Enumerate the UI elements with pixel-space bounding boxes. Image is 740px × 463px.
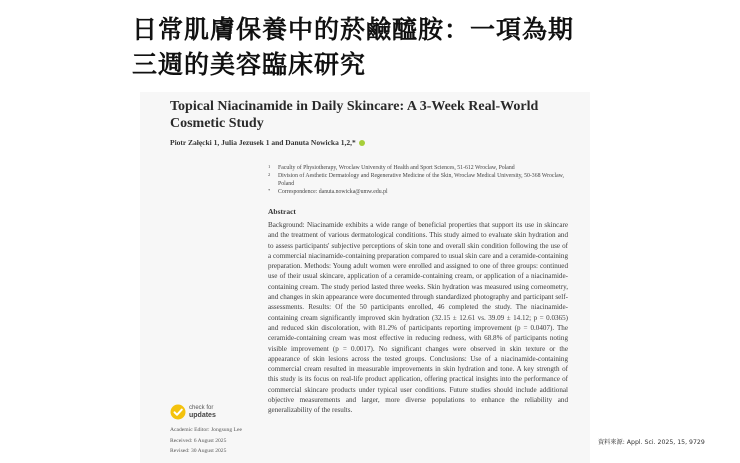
affiliation-text: Faculty of Physiotherapy, Wroclaw University of Health and Sport Sciences, 51-612 Wroclaw, Poland <box>278 165 515 171</box>
paper-screenshot <box>140 92 590 463</box>
affiliation-text: Correspondence: danuta.nowicka@umw.edu.pl <box>278 189 388 195</box>
check-for-updates-badge[interactable] <box>170 403 230 425</box>
slide-title-line-2: 三週的美容臨床研究 <box>132 50 367 79</box>
affiliation-text: Division of Aesthetic Dermatology and Regenerative Medicine of the Skin, Wroclaw Medical University, 50-368 Wroclaw, Poland <box>278 173 564 187</box>
check-updates-line-2: updates <box>189 412 216 419</box>
affiliation-number: 2 <box>268 172 271 177</box>
authors-text: Piotr Załęcki 1, Julia Jezusek 1 and Danuta Nowicka 1,2,* <box>170 138 356 147</box>
slide-title <box>132 12 732 82</box>
affiliation-number: * <box>268 188 271 193</box>
orcid-icon <box>359 140 365 146</box>
affiliation-number: 1 <box>268 164 271 169</box>
abstract-body: Background: Niacinamide exhibits a wide range of beneficial properties that support its use in skincare and the treatment of various dermatological conditions. This study aimed to evaluate skin hydration and to assess participants' subjective perceptions of skin tone and overall skin condition following the use of a commercial niacinamide-containing preparation compared to usual skin care and a ceramide-containing preparation. Methods: Young adult women were enrolled and assigned to one of three groups: continued use of their usual skincare, application of a ceramide-containing cream, or application of a niacinamide-containing cream. The study period lasted three weeks. Skin hydration was measured using corneometry, and changes in skin appearance were documented through standardized photography and participant self-assessments. Results: Of the 50 participants enrolled, 46 completed the study. The niacinamide-containing cream significantly improved skin hydration (32.15 ± 12.61 vs. 39.09 ± 14.12; p = 0.0365) and reduced skin discoloration, with 81.2% of participants reporting improvement (p = 0.0407). The ceramide-containing cream was most effective in reducing redness, with 68.8% of participants noting visible improvement (p = 0.0017). No significant changes were observed in skin texture or the appearance of skin lesions across the tested groups. Conclusions: Use of a niacinamide-containing commercial cream resulted in measurable improvements in skin hydration and tone. A key strength of this study is its focus on real-life product application, offering practical insights into the performance of commercial skincare products under typical user conditions. Future studies should include additional objective measurements and larger, more diverse populations to enhance the reliability and generalizability of the results. <box>268 221 568 415</box>
academic-editor: Academic Editor: Jongsung Lee <box>170 427 242 433</box>
affiliation-item <box>268 188 568 196</box>
affiliation-item <box>268 164 568 172</box>
revised-date: Revised: 30 August 2025 <box>170 448 227 454</box>
paper-authors <box>170 138 570 147</box>
check-updates-text <box>189 405 216 419</box>
received-date: Received: 6 August 2025 <box>170 437 227 444</box>
affiliations <box>268 164 568 196</box>
abstract-heading: Abstract <box>268 207 296 216</box>
paper-title: Topical Niacinamide in Daily Skincare: A 3-Week Real-World Cosmetic Study <box>170 99 539 131</box>
check-updates-line-1: check for <box>189 405 214 411</box>
affiliation-item <box>268 172 568 188</box>
source-citation: 資料來源: Appl. Sci. 2025, 15, 9729 <box>598 439 705 446</box>
editor-info <box>170 425 265 457</box>
check-updates-icon <box>170 404 186 420</box>
slide-title-line-1: 日常肌膚保養中的菸鹼醯胺：一項為期 <box>132 15 575 44</box>
